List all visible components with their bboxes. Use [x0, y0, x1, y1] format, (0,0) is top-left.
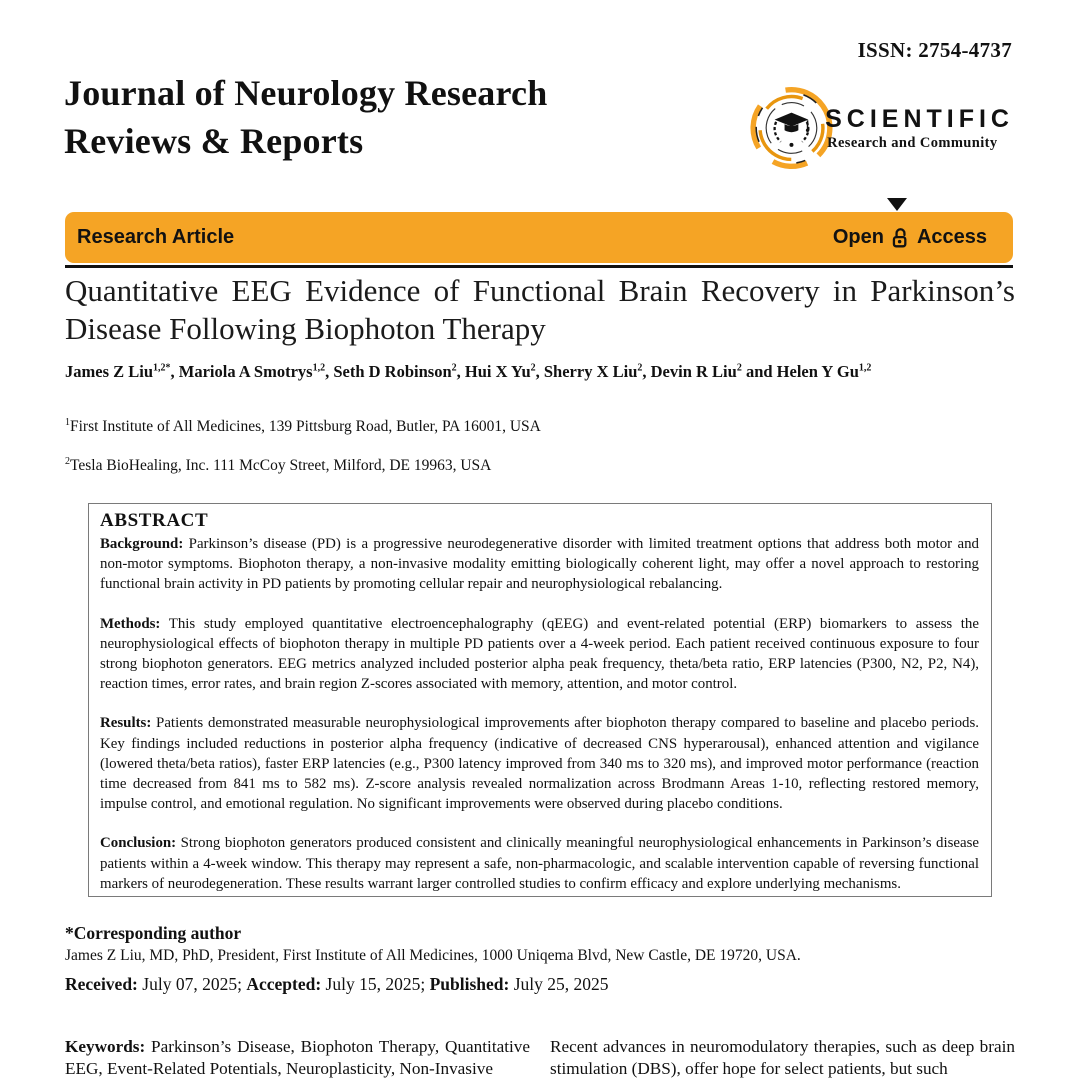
article-title: Quantitative EEG Evidence of Functional Brain Recovery in Parkinson’s Disease Following Biophoton Therapy: [65, 273, 1015, 347]
introduction-paragraph: Recent advances in neuromodulatory therapies, such as deep brain stimulation (DBS), offer hope for select patients, but such: [550, 1037, 1015, 1078]
abstract-methods-text: This study employed quantitative electroencephalography (qEEG) and event-related potential (ERP) biomarkers to assess the neurophysiological effects of biophoton therapy in multiple PD patients over a 4-week period. Each patient received continuous exposure to four strong biophoton generators. EEG metrics analyzed included posterior alpha peak frequency, theta/beta ratio, ERP latencies (P300, N2, P2, N4), reaction times, error rates, and brain region Z-scores associated with memory, attention, and motor control.: [100, 615, 979, 693]
received-label: Received:: [65, 974, 138, 994]
open-access-open-label: Open: [832, 226, 884, 248]
abstract-results: [100, 713, 979, 814]
article-type-label: Research Article: [77, 226, 235, 248]
open-access-badge: [833, 226, 987, 250]
abstract-results-label: Results:: [100, 715, 152, 732]
abstract-heading: ABSTRACT: [100, 510, 209, 531]
journal-title-line1: Journal of Neurology Research: [64, 73, 548, 113]
publisher-tagline: Research and Community: [827, 134, 998, 151]
abstract-methods: [100, 614, 979, 695]
accepted-value: July 15, 2025;: [321, 974, 430, 994]
open-lock-icon: [890, 226, 911, 250]
affiliation-2: $^2$Tesla BioHealing, Inc. 111 McCoy Street, Milford, DE 19963, USA: [65, 456, 492, 475]
keywords-label: Keywords:: [65, 1037, 146, 1056]
abstract-background-text: Parkinson’s disease (PD) is a progressive neurodegenerative disorder with limited treatment options that address both motor and non-motor symptoms. Biophoton therapy, a non-invasive modality emitting biologically coherent light, may offer a novel approach to restoring functional brain activity in PD patients by promoting cellular repair and neurophysiological rebalancing.: [100, 536, 979, 593]
affiliation-1: $^1$First Institute of All Medicines, 139 Pittsburg Road, Butler, PA 16001, USA: [65, 417, 541, 436]
journal-title-line2: Reviews & Reports: [64, 120, 364, 161]
triangle-down-icon: [887, 198, 907, 211]
abstract-results-text: Patients demonstrated measurable neurophysiological improvements after biophoton therapy compared to baseline and placebo periods. Key findings included reductions in posterior alpha frequency (indicative of decreased CNS hyperarousal), enhanced attention and vigilance (lowered theta/beta ratios), faster ERP latencies (e.g., P300 latency improved from 340 ms to 320 ms), and improved motor performance (reaction time decreased from 841 ms to 582 ms). Z-score analysis revealed normalization across Brodmann Areas 1-10, reflecting restored memory, impulse control, and emotional regulation. No significant improvements were observed during placebo conditions.: [100, 715, 979, 813]
publisher-name: SCIENTIFIC: [825, 104, 1014, 133]
abstract-box: [88, 503, 992, 897]
published-value: July 25, 2025: [509, 974, 609, 994]
abstract-methods-label: Methods:: [100, 615, 161, 632]
abstract-conclusion-label: Conclusion:: [100, 835, 177, 852]
article-type-banner: [65, 212, 1013, 263]
banner-divider: [65, 265, 1013, 268]
corresponding-author-heading: *Corresponding author: [65, 923, 242, 943]
author-list: James Z Liu$^{1,2*}$, Mariola A Smotrys$^{1,2}$, Seth D Robinson$^2$, Hui X Yu$^2$, Sherry X Liu$^2$, Devin R Liu$^2$ and Helen Y Gu$^{1,2}$: [65, 362, 872, 381]
received-value: July 07, 2025;: [137, 974, 247, 994]
keywords-paragraph: [65, 1036, 530, 1079]
journal-title: [64, 70, 684, 165]
corresponding-author-text: James Z Liu, MD, PhD, President, First Institute of All Medicines, 1000 Uniqema Blvd, New Castle, DE 19720, USA.: [65, 947, 801, 964]
abstract-conclusion: [100, 833, 979, 894]
publisher-text: [825, 105, 1014, 152]
publisher-logo: [747, 82, 1014, 174]
accepted-label: Accepted:: [246, 974, 322, 994]
issn-number: ISSN: 2754-4737: [857, 38, 1012, 62]
published-label: Published:: [429, 974, 510, 994]
open-access-access-label: Access: [916, 226, 987, 248]
abstract-background: [100, 534, 979, 595]
keywords-text: Parkinson’s Disease, Biophoton Therapy, Quantitative EEG, Event-Related Potentials, Neuroplasticity, Non-Invasive: [65, 1037, 530, 1078]
abstract-background-label: Background:: [100, 536, 184, 552]
abstract-conclusion-text: Strong biophoton generators produced consistent and clinically meaningful neurophysiological enhancements in Parkinson’s disease patients within a 4-week window. This therapy may represent a safe, non-pharmacologic, and scalable intervention capable of reversing functional markers of neurodegeneration. These results warrant larger controlled studies to confirm efficacy and explore underlying mechanisms.: [100, 835, 979, 892]
article-dates: [65, 974, 1015, 995]
